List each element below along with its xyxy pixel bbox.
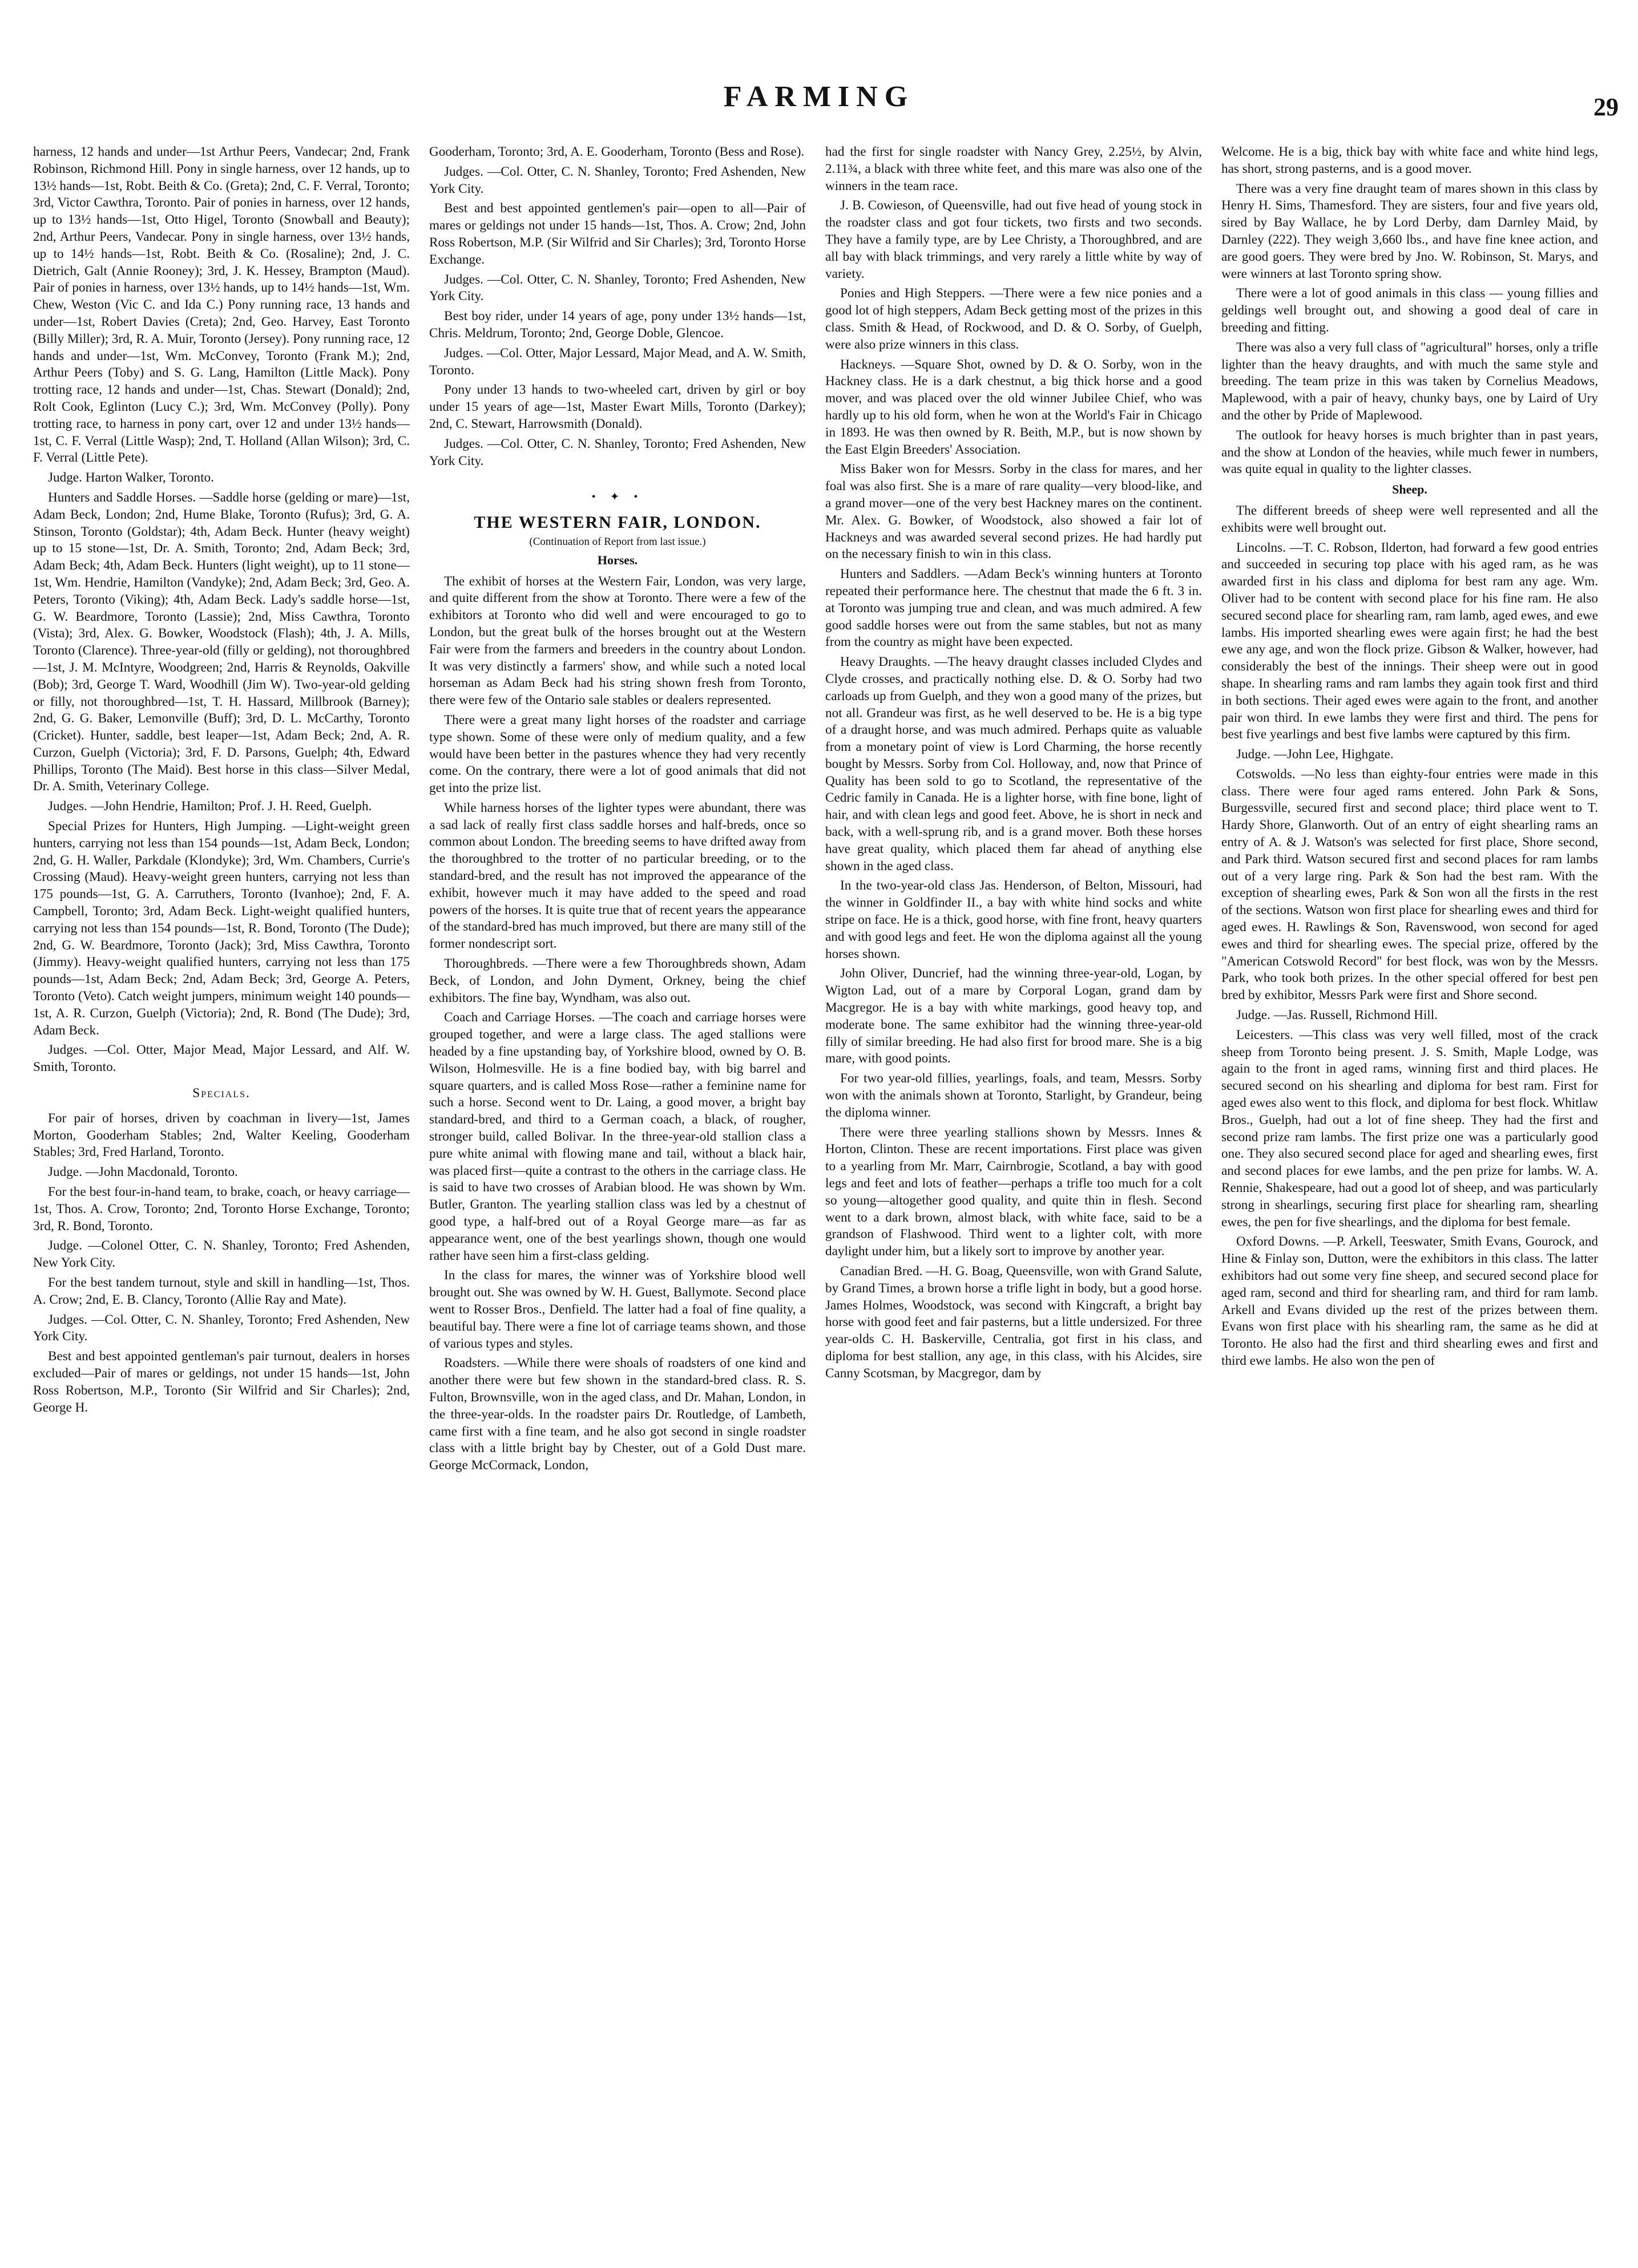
paragraph: The outlook for heavy horses is much brighter than in past years, and the show at London of the heavies, while much fewer in numbers, was quite equal in quality to the lighter classes. bbox=[1221, 427, 1598, 477]
paragraph: Welcome. He is a big, thick bay with white face and white hind legs, has short, strong pasterns, and is a good mover. bbox=[1221, 144, 1598, 176]
section-heading-specials: Specials. bbox=[192, 1086, 251, 1101]
column-1 bbox=[33, 144, 410, 2243]
paragraph: Special Prizes for Hunters, High Jumping. —Light-weight green hunters, carrying not less than 154 pounds—1st, Adam Beck, London; 2nd, G. H. Waller, Parkdale (Klondyke); 3rd, Wm. Chambers, Currie's Crossing (Maud). Heavy-weight green hunters, carrying not less than 175 pounds—1st, G. A. Carruthers, Toronto (Ivanhoe); 2nd, F. A. Campbell, Toronto; 3rd, Adam Beck. Light-weight qualified hunters, carrying not less than 154 pounds—1st, R. Bond, Toronto (The Dude); 2nd, G. W. Beardmore, Toronto (Jack); 3rd, Miss Cawthra, Toronto (Jimmy). Heavy-weight qualified hunters, carrying not less than 175 pounds—1st, Adam Beck; 2nd, Adam Beck; 3rd, George A. Peters, Toronto (Veto). Catch weight jumpers, minimum weight 140 pounds—1st, A. R. Curzon, Guelph (Victoria); 2nd, R. Bond (The Dude); 3rd, Adam Beck. bbox=[33, 819, 410, 1038]
paragraph: Gooderham, Toronto; 3rd, A. E. Gooderham, Toronto (Bess and Rose). bbox=[429, 144, 805, 159]
paragraph: Oxford Downs. —P. Arkell, Teeswater, Smith Evans, Gourock, and Hine & Finlay son, Dutton, were the exhibitors in this class. The latter exhibitors had out some very fine sheep, and secured second place for aged ram, second and third for shearling ram, and third for ram lamb. Arkell and Evans divided up the rest of the prizes between them. Evans won first place with his shearling ram, the same as he did at Toronto. He also had the first and third shearling ewes and first and third ewe lambs. He also won the pen of bbox=[1221, 1234, 1598, 1368]
judge-line: Judge. —John Macdonald, Toronto. bbox=[48, 1165, 238, 1180]
judge-line: Judges. —Col. Otter, C. N. Shanley, Toronto; Fred Ashenden, New York City. bbox=[429, 436, 806, 468]
paragraph: For the best tandem turnout, style and skill in handling—1st, Thos. A. Crow; 2nd, E. B. Clancy, Toronto (Allie Ray and Mate). bbox=[33, 1275, 410, 1307]
paragraph: Hackneys. —Square Shot, owned by D. & O. Sorby, won in the Hackney class. He is a dark chestnut, a big thick horse and a good mover, and was placed over the old winner Jubilee Chief, who was hardly up to his old form, when he won at the World's Fair in Chicago in 1893. He was then owned by R. Beith, M.P., but is now shown by the East Elgin Breeders' Association. bbox=[825, 357, 1202, 457]
paragraph: Pony under 13 hands to two-wheeled cart, driven by girl or boy under 15 years of age—1st, Master Ewart Mills, Toronto (Darkey); 2nd, C. Stewart, Harrowsmith (Donald). bbox=[429, 382, 806, 431]
judge-line: Judge. —John Lee, Highgate. bbox=[1236, 747, 1394, 762]
judge-line: Judges. —Col. Otter, C. N. Shanley, Toronto; Fred Ashenden, New York City. bbox=[429, 272, 806, 304]
column-2 bbox=[429, 144, 806, 2243]
paragraph: Hunters and Saddle Horses. —Saddle horse (gelding or mare)—1st, Adam Beck, London; 2nd, Hume Blake, Toronto (Rufus); 3rd, G. A. Stinson, Toronto (Goldstar); 4th, Adam Beck. Hunter (heavy weight) up to 15 stone—1st, Dr. A. Smith, Toronto; 2nd, Adam Beck; 3rd, Adam Beck; 4th, Adam Beck. Hunters (light weight), up to 11 stone—1st, Wm. Hendrie, Hamilton (Vandyke); 2nd, Adam Beck; 3rd, Geo. A. Peters, Toronto (Viking); 4th, Adam Beck. Lady's saddle horse—1st, G. W. Beardmore, Toronto (Lassie); 2nd, Miss Cawthra, Toronto (Vista); 3rd, Alex. G. Bowker, Woodstock (Flash); 4th, J. A. Mills, Toronto (Clarence). Three-year-old (filly or gelding), not thoroughbred—1st, J. M. McIntyre, Woodgreen; 2nd, Harris & Reynolds, Oakville (Bob); 3rd, George T. Ward, Woodhill (Jim W). Two-year-old gelding or filly, not thoroughbred—1st, T. H. Hassard, Millbrook (Barney); 2nd, G. G. Baker, Lemonville (Buff); 3rd, D. L. McCarthy, Toronto (Cricket). Hunter, saddle, best leaper—1st, Adam Beck; 2nd, A. R. Curzon, Guelph (Victoria); 3rd, F. D. Parsons, Guelph; 4th, Edward Phillips, Toronto (The Maid). Best horse in this class—Silver Medal, Dr. A. Smith, Veterinary College. bbox=[33, 490, 410, 794]
judge-line: Judge. —Jas. Russell, Richmond Hill. bbox=[1236, 1008, 1438, 1023]
paragraph: Canadian Bred. —H. G. Boag, Queensville, won with Grand Salute, by Grand Times, a brown horse a trifle light in body, but a good horse. James Holmes, Woodstock, was second with Kingcraft, a bright bay horse with good feet and fair pasterns, but a little undersized. For three year-olds C. H. Baskerville, Centralia, got first in his class, and diploma for best stallion, any age, in this class, with his Alcides, sire Canny Scotsman, by Macgregor, dam by bbox=[825, 1264, 1202, 1381]
paragraph: J. B. Cowieson, of Queensville, had out five head of young stock in the roadster class and got four tickets, two firsts and two seconds. They have a family type, are by Lee Christy, a Thoroughbred, and are all bay with black trimmings, and very rarely a little white by way of variety. bbox=[825, 198, 1202, 281]
judge-line: Judge. —Colonel Otter, C. N. Shanley, Toronto; Fred Ashenden, New York City. bbox=[33, 1238, 410, 1271]
paragraph: Coach and Carriage Horses. —The coach and carriage horses were grouped together, and were a large class. The aged stallions were headed by a fine upstanding bay, of Yorkshire blood, owned by O. B. Wilson, Holmesville. He is a fine bodied bay, with big barrel and square quarters, and is called Moss Rose—rather a feminine name for such a horse. Second went to Dr. Laing, a good mover, a bright bay standard-bred, and third to a German coach, a black, of rougher, stronger build, called Bolivar. In the three-year-old stallion class a pure white animal with flowing mane and tail, without a black hair, was placed first—quite a contrast to the others in the carriage class. He is said to have two crosses of Arabian blood. He was shown by Wm. Butler, Granton. The yearling stallion class was led by a chestnut of good type, a half-bred out of a Royal George mare—as far as appearance went, one of the best yearlings shown, though one would rather have seen him a first-class gelding. bbox=[429, 1010, 806, 1263]
section-heading-sheep: Sheep. bbox=[1392, 482, 1427, 497]
paragraph: Thoroughbreds. —There were a few Thoroughbreds shown, Adam Beck, of London, and John Dyment, Orkney, being the chief exhibitors. The fine bay, Wyndham, was also out. bbox=[429, 956, 806, 1005]
paragraph: In the class for mares, the winner was of Yorkshire blood well brought out. She was owned by W. H. Guest, Ballymote. Second place went to Rosser Bros., Denfield. The latter had a foal of fine quality, a beautiful bay. There were a fine lot of carriage teams shown, and those of various types and styles. bbox=[429, 1268, 806, 1351]
paragraph: John Oliver, Duncrief, had the winning three-year-old, Logan, by Wigton Lad, out of a mare by Corporal Logan, grand dam by Macgregor. He is a bay with white markings, good heavy top, and moderate bone. The same exhibitor had the winning three-year-old filly of similar breeding. He had also first for brood mare. She is a big mare, with good points. bbox=[825, 966, 1202, 1066]
paragraph: For pair of horses, driven by coachman in livery—1st, James Morton, Gooderham Stables; 2nd, Walter Keeling, Gooderham Stables; 3rd, Fred Harland, Toronto. bbox=[33, 1110, 410, 1160]
paragraph: The exhibit of horses at the Western Fair, London, was very large, and quite different from the show at Toronto. There were a few of the exhibitors at Toronto who did well and were encouraged to go to London, but the great bulk of the horses brought out at the Western Fair were from the farmers and breeders in the country about London. It was very distinctly a farmers' show, and while such a noted local horseman as Adam Beck had his string shown fresh from Toronto, there were few of the Ontario sale stables or dealers represented. bbox=[429, 573, 806, 708]
paragraph: There were three yearling stallions shown by Messrs. Innes & Horton, Clinton. These are recent importations. First place was given to a yearling from Mr. Marr, Cairnbrogie, Scotland, a bay with good legs and feet and lots of feather—perhaps a trifle too much for a colt so young—altogether good quality, and quite thin in flesh. Second went to a dark brown, almost black, with white face, said to be a grandson of Flashwood. Third went to a lighter colt, with more daylight under him, but a likely sort to improve by another year. bbox=[825, 1125, 1202, 1259]
page-number: 29 bbox=[1593, 93, 1619, 121]
paragraph: There were a great many light horses of the roadster and carriage type shown. Some of these were only of medium quality, and a few would have been better in the pastures whence they had very recently come. On the contrary, there were a lot of good animals that did not get into the prize list. bbox=[429, 712, 806, 796]
paragraph: Best and best appointed gentleman's pair turnout, dealers in horses excluded—Pair of mares or geldings, not under 15 hands—1st, John Ross Robertson, M.P., Toronto (Sir Wilfrid and Sir Charles); 2nd, George H. bbox=[33, 1349, 410, 1415]
paragraph: Miss Baker won for Messrs. Sorby in the class for mares, and her foal was also first. She is a mare of rare quality—very blood-like, and a grand mover—one of the very best Hackney mares on the continent. Mr. Alex. G. Bowker, of Woodstock, also showed a fair lot of Hackneys and was awarded several second prizes. He had hardly put on the necessary finish to win in this class. bbox=[825, 462, 1202, 562]
paragraph: In the two-year-old class Jas. Henderson, of Belton, Missouri, had the winner in Goldfinder II., a bay with white hind socks and white stripe on face. He is a thick, good horse, with fine front, heavy quarters and with good legs and feet. He won the diploma against all the young horses shown. bbox=[825, 878, 1202, 961]
column-4 bbox=[1221, 144, 1598, 2243]
article-title: THE WESTERN FAIR, LONDON. bbox=[474, 513, 761, 532]
ornament-divider: • ✦ • bbox=[591, 491, 644, 504]
paragraph: There was also a very full class of "agricultural" horses, only a trifle lighter than the heavy draughts, and with much the same style and breeding. The team prize in this was taken by Cornelius Meadows, Maplewood, with a pair of heavy, chunky bays, one by Laird of Ury and the other by Pride of Maplewood. bbox=[1221, 339, 1598, 423]
paragraph: While harness horses of the lighter types were abundant, there was a sad lack of really first class saddle horses and half-breds, once so common about London. The breeding seems to have drifted away from the thoroughbred to the trotter of no particular breeding, or to the standard-bred, and the result has not improved the appearance of the exhibit, however much it may have added to the speed and road powers of the horses. It is quite true that of recent years the appearance of the standard-bred has much improved, but there are many still of the former nondescript sort. bbox=[429, 800, 806, 952]
paragraph: There were a lot of good animals in this class — young fillies and geldings well brought out, and showing a good deal of care in breeding and fitting. bbox=[1221, 286, 1598, 335]
paragraph: The different breeds of sheep were well represented and all the exhibits were well brought out. bbox=[1221, 503, 1598, 535]
paragraph: Lincolns. —T. C. Robson, Ilderton, had forward a few good entries and succeeded in securing top place with his aged ram, as he was awarded first in his class and diploma for best ram any age. Wm. Oliver had to be content with second place for his fine ram. He also secured second place for shearling ram, ram lamb, aged ewes, and ewe lambs. His imported shearling ewes were again first; he had the best ewe any age, and won the flock prize. Gibson & Walker, however, had considerably the best of the innings. Their sheep were out in good shape. In shearling rams and ram lambs they again took first and third in both sections. Their aged ewes were again to the front, and another pair won third. In ewe lambs they were first and third. The pens for best five yearlings and best five lambs were captured by this firm. bbox=[1221, 540, 1598, 742]
paragraph: For the best four-in-hand team, to brake, coach, or heavy carriage—1st, Thos. A. Crow, Toronto; 2nd, Toronto Horse Exchange, Toronto; 3rd, R. Bond, Toronto. bbox=[33, 1184, 410, 1234]
paragraph: For two year-old fillies, yearlings, foals, and team, Messrs. Sorby won with the animals shown at Toronto, Starlight, by Grandeur, being the diploma winner. bbox=[825, 1071, 1202, 1120]
paragraph: Roadsters. —While there were shoals of roadsters of one kind and another there were but few shown in the standard-bred class. R. S. Fulton, Brownsville, won in the aged class, and Dr. Mahan, London, in the three-year-olds. In the roadster pairs Dr. Routledge, of Lambeth, came first with a fine team, and he also got second in single roadster class with a little bright bay by Chester, out of a Gold Dust mare. George McCormack, London, bbox=[429, 1356, 806, 1473]
judge-line: Judges. —Col. Otter, C. N. Shanley, Toronto; Fred Ashenden, New York City. bbox=[33, 1312, 410, 1344]
judge-line: Judges. —Col. Otter, Major Lessard, Major Mead, and A. W. Smith, Toronto. bbox=[429, 345, 806, 378]
paragraph: had the first for single roadster with Nancy Grey, 2.25½, by Alvin, 2.11¾, a black with three white feet, and this mare was also one of the winners in the team race. bbox=[825, 144, 1202, 193]
judge-line: Judges. —John Hendrie, Hamilton; Prof. J. H. Reed, Guelph. bbox=[48, 799, 372, 814]
paragraph: Cotswolds. —No less than eighty-four entries were made in this class. There were four aged rams entered. John Park & Sons, Burgessville, secured first and second place; third place went to T. Hardy Shore, Glanworth. Out of an entry of eight shearling rams an entry of A. & J. Watson's was selected for first place, Shore second, and Park third. Watson secured first and second places for ram lambs out of a very large ring. Park & Son had the best ram. With the exception of shearling ewes, Park & Son won all the firsts in the rest of the sections. Watson won first place for shearling ewes and third for aged ewes. H. Rawlings & Son, Ravenswood, won second for aged ewes and third for shearling ewes. The special prize, offered by the "American Cotswold Record" for best flock, was won by the Messrs. Park, who took both prizes. In the other special offered for best pen bred by exhibitor, Messrs Park were first and Shore second. bbox=[1221, 766, 1598, 1003]
paragraph: Hunters and Saddlers. —Adam Beck's winning hunters at Toronto repeated their performance here. The chestnut that made the 6 ft. 3 in. at Toronto was jumping true and clean, and was much admired. A few good saddle horses were out from the same stables, but not as many from the country as might have been expected. bbox=[825, 567, 1202, 650]
paragraph: Best and best appointed gentlemen's pair—open to all—Pair of mares or geldings not under 15 hands—1st, Thos. A. Crow; 2nd, John Ross Robertson, M.P. (Sir Wilfrid and Sir Charles); 3rd, Toronto Horse Exchange. bbox=[429, 201, 806, 267]
paragraph: harness, 12 hands and under—1st Arthur Peers, Vandecar; 2nd, Frank Robinson, Richmond Hill. Pony in single harness, over 12 hands, up to 13½ hands—1st, Robt. Beith & Co. (Greta); 2nd, C. F. Verral, Toronto; 3rd, Victor Cawthra, Toronto. Pair of ponies in harness, over 12 hands, up to 13½ hands—1st, Otto Higel, Toronto (Snowball and Beauty); 2nd, Arthur Peers, Vandecar. Pony in single harness, over 13½ hands, up to 14½ hands—1st, Robt. Beith & Co. (Rosaline); 2nd, J. C. Dietrich, Galt (Annie Rooney); 3rd, J. K. Hessey, Brampton (Maud). Pair of ponies in harness, over 13½ hands, up to 14½ hands—1st, Wm. Chew, Weston (Vic C. and Ida C.) Pony running race, 13 hands and under—1st, Robert Davies (Creta); 2nd, Geo. Harvey, East Toronto (Billy Miller); 3rd, R. A. Muir, Toronto (Jersey). Pony running race, 12 hands and under—1st, Wm. McConvey, Toronto (Frank M.); 2nd, Arthur Peers (Toby) and S. G. Lang, Hamilton (Little Mack). Pony trotting race, 12 hands and under—1st, Chas. Stewart (Donald); 2nd, Rolt Cook, Eglinton (Lucy C.); 3rd, Wm. McConvey (Polly). Pony trotting race, to harness in pony cart, over 12 and under 13½ hands—1st, C. F. Verral (Little Wasp); 2nd, T. Holland (Allan Wilson); 3rd, C. F. Verral (Little Pete). bbox=[33, 144, 410, 466]
judge-line: Judge. Harton Walker, Toronto. bbox=[48, 470, 214, 486]
judge-line: Judges. —Col. Otter, Major Mead, Major Lessard, and Alf. W. Smith, Toronto. bbox=[33, 1042, 410, 1075]
judge-line: Judges. —Col. Otter, C. N. Shanley, Toronto; Fred Ashenden, New York City. bbox=[429, 164, 806, 196]
running-title: FARMING bbox=[723, 80, 915, 113]
paragraph: Best boy rider, under 14 years of age, pony under 13½ hands—1st, Chris. Meldrum, Toronto; 2nd, George Doble, Glencoe. bbox=[429, 309, 806, 341]
paragraph: There was a very fine draught team of mares shown in this class by Henry H. Sims, Thamesford. They are sisters, four and five years old, sired by Bay Wallace, he by Lord Derby, dam Darnley Maid, by Darnley (222). They weigh 3,660 lbs., and have fine knee action, and are good goers. They were bred by Jno. W. Robinson, St. Marys, and were winners at last Toronto spring show. bbox=[1221, 181, 1598, 281]
section-heading-horses: Horses. bbox=[597, 552, 638, 567]
column-3 bbox=[825, 144, 1202, 2243]
article-subtitle: (Continuation of Report from last issue.) bbox=[529, 535, 706, 548]
paragraph: Heavy Draughts. —The heavy draught classes included Clydes and Clyde crosses, and practically nothing else. D. & O. Sorby had two carloads up from Guelph, and they won a good many of the prizes, but not all. Grandeur was first, as he well deserved to be. He is a big type of a draught horse, and was much admired. Perhaps quite as valuable from a monetary point of view is Lord Charming, the horse recently bought by Messrs. Sorby from Col. Holloway, and, now that Prince of Quality has been sold to go to Scotland, the representative of the Cedric family in Canada. He is a lighter horse, with fine bone, light of hair, and with clean legs and good feet. Above, he is short in neck and back, with a well-sprung rib, and is a grand mover. Both these horses have great quality, which placed them far ahead of anything else shown in the aged class. bbox=[825, 654, 1202, 874]
paragraph: Leicesters. —This class was very well filled, most of the crack sheep from Toronto being present. J. S. Smith, Maple Lodge, was again to the front in aged rams, winning first and third places. He secured second on his shearling and diploma for best ram. First for aged ewes also went to this flock, and diploma for best flock. Whitlaw Bros., Guelph, had out a lot of fine sheep. They had the first and second prize ram lambs. The first prize one was a particularly good one. They also secured second place for aged and shearling ewes, first and second places for ewe lambs, and the pen prize for lambs. W. A. Rennie, Shakespeare, had out a good lot of sheep, and was particularly strong in shearlings, securing first place for shearling ram, shearling ewes, the pen for five shearlings, and the diploma for best female. bbox=[1221, 1027, 1598, 1230]
paragraph: Ponies and High Steppers. —There were a few nice ponies and a good lot of high steppers, Adam Beck getting most of the prizes in this class. Smith & Head, of Rockwood, and D. & O. Sorby, of Guelph, were also prize winners in this class. bbox=[825, 286, 1202, 352]
